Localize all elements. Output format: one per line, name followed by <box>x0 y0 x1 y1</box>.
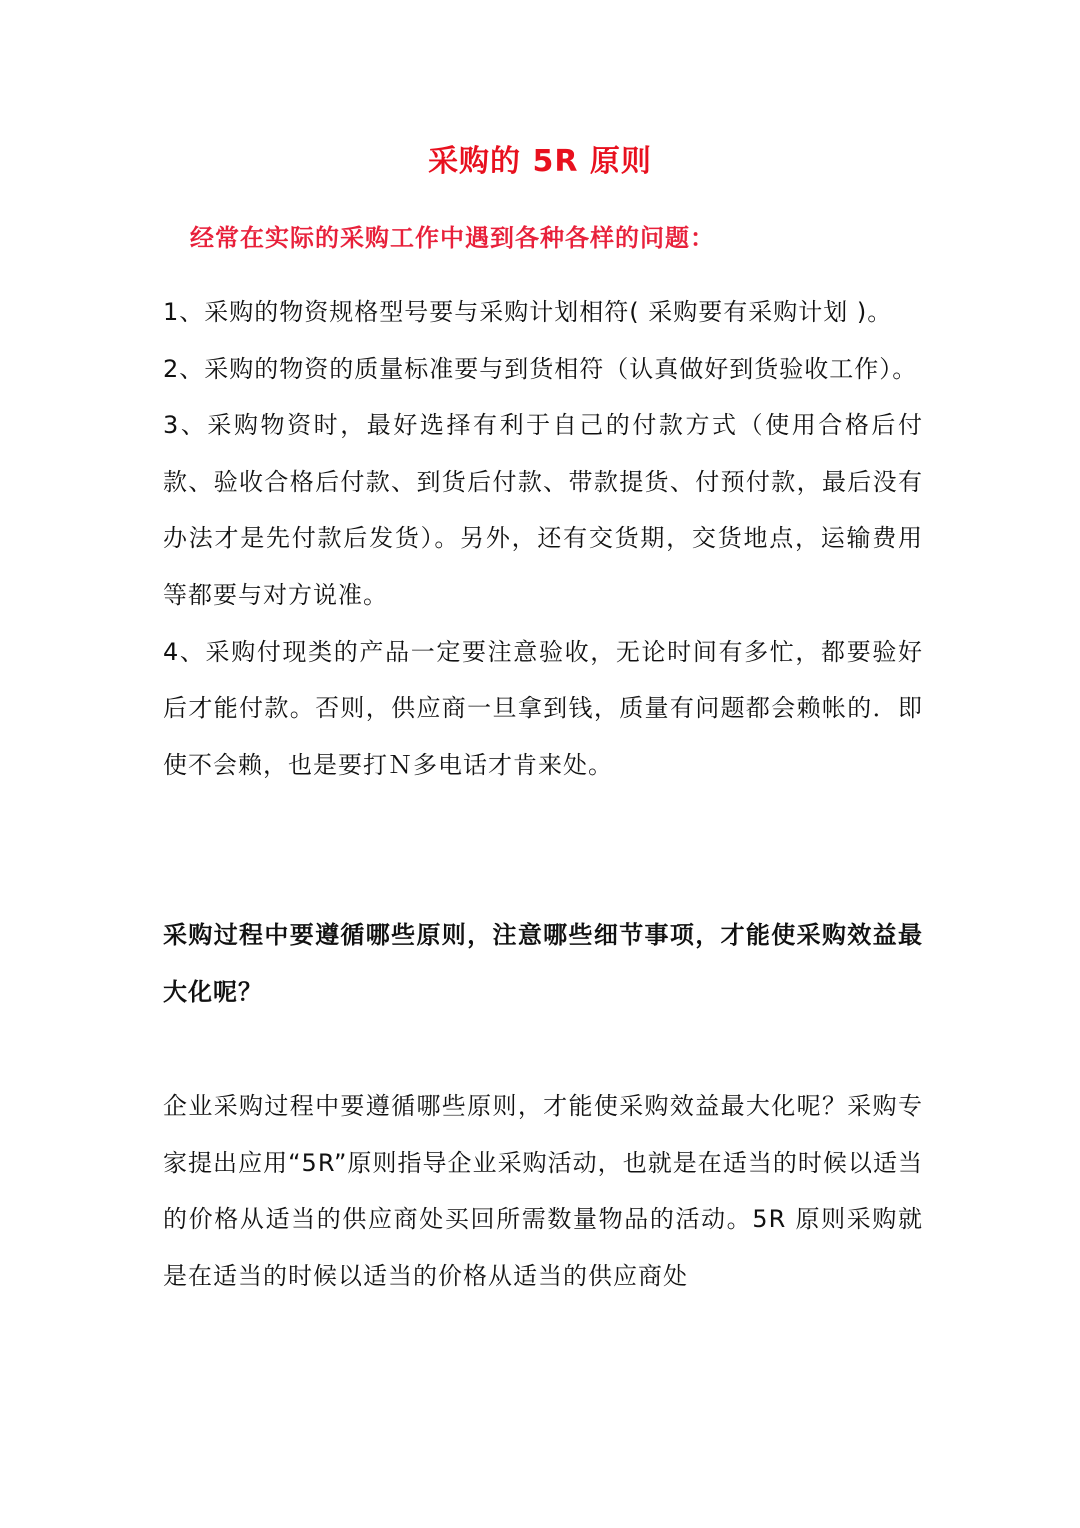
problem-item-1: 1、采购的物资规格型号要与采购计划相符( 采购要有采购计划 )。 <box>163 298 893 326</box>
problem-item-4: 4、采购付现类的产品一定要注意验收，无论时间有多忙，都要验好后才能付款。否则，供应商一旦拿到钱，质量有问题都会赖帐的．即使不会赖，也是要打Ｎ多电话才肯来处。 <box>163 637 923 779</box>
problem-list <box>163 284 923 793</box>
intro-paragraph: 企业采购过程中要遵循哪些原则，才能使采购效益最大化呢？采购专家提出应用“5R”原则指导企业采购活动，也就是在适当的时候以适当的价格从适当的供应商处买回所需数量物品的活动。5R 原则采购就是在适当的时候以适当的价格从适当的供应商处 <box>163 1092 923 1290</box>
problem-item-3: 3、采购物资时，最好选择有利于自己的付款方式（使用合格后付款、验收合格后付款、到货后付款、带款提货、付预付款，最后没有办法才是先付款后发货）。另外，还有交货期，交货地点，运输费用等都要与对方说准。 <box>163 411 923 609</box>
document-subtitle: 经常在实际的采购工作中遇到各种各样的问题： <box>190 224 715 252</box>
question-heading: 采购过程中要遵循哪些原则，注意哪些细节事项，才能使采购效益最大化呢？ <box>163 921 923 1006</box>
problem-item-2: 2、采购的物资的质量标准要与到货相符（认真做好到货验收工作）。 <box>163 354 918 383</box>
document-title: 采购的 5R 原则 <box>428 144 652 179</box>
